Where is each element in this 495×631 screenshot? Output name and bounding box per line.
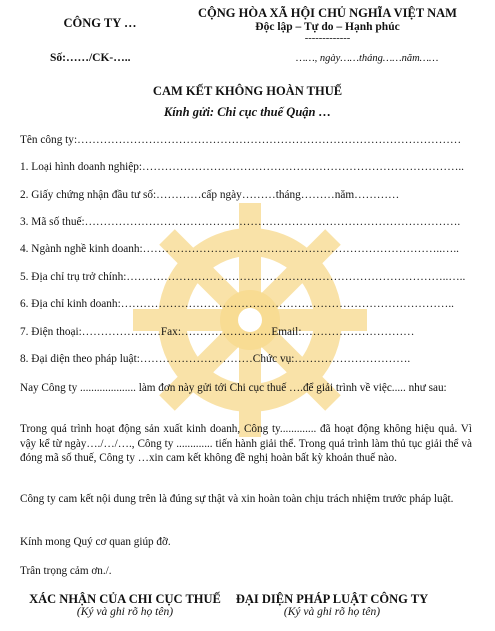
signature-tax-office-title: XÁC NHẬN CỦA CHI CỤC THUẾ <box>29 592 221 606</box>
signature-representative-title: ĐẠI DIỆN PHÁP LUẬT CÔNG TY <box>235 592 429 606</box>
field-company-name: Tên công ty:………………………………………………………………………………………… <box>20 134 462 146</box>
field-tax-code: 3. Mã số thuế:………………………………………………………………………………………. <box>20 216 461 228</box>
ship-wheel-icon <box>125 195 375 445</box>
motto: Độc lập – Tự do – Hạnh phúc <box>255 21 400 33</box>
field-investment-certificate: 2. Giấy chứng nhận đầu tư số:…………cấp ngày………tháng………năm………… <box>20 189 400 201</box>
field-business-address: 6. Địa chỉ kinh doanh:…………………………………………………………………………….. <box>20 298 454 310</box>
paragraph-explanation: Trong quá trình hoạt động sản xuất kinh doanh, Công ty............. đã hoạt động không hiệu quả. Vì vậy kể từ ngày…./…/…., Công ty ............. tiến hành giải thể. Trong quá trình làm thủ tục giải thể và đóng mã số thuế, Công ty …xin cam kết không đề nghị hoàn bất kỳ khoản thuế nào. <box>20 423 472 464</box>
document-date: ……, ngày……tháng……năm…… <box>296 53 439 64</box>
paragraph-request: Nay Công ty .................... làm đơn này gửi tới Chi cục thuế ….để giải trình về việc..... như sau: <box>20 382 447 394</box>
paragraph-request-help: Kính mong Quý cơ quan giúp đỡ. <box>20 536 171 548</box>
field-business-type: 1. Loại hình doanh nghiệp:………………………………………………………………………….. <box>20 161 465 173</box>
signature-tax-office-note: (Ký và ghi rõ họ tên) <box>76 606 174 618</box>
signature-representative-note: (Ký và ghi rõ họ tên) <box>283 606 381 618</box>
field-business-lines: 4. Ngành nghề kinh doanh:……………………………………………………………………..….. <box>20 243 459 255</box>
recipient-line: Kính gửi: Chi cục thuế Quận … <box>163 105 332 119</box>
field-legal-representative: 8. Đại diện theo pháp luật:…………………………Chức vụ:…………………………. <box>20 353 411 365</box>
country-name: CỘNG HÒA XÃ HỘI CHỦ NGHĨA VIỆT NAM <box>198 6 457 20</box>
paragraph-commitment: Công ty cam kết nội dung trên là đúng sự thật và xin hoàn toàn chịu trách nhiệm trước pháp luật. <box>20 493 454 505</box>
motto-rule: ------------- <box>304 33 351 44</box>
document-title: CAM KẾT KHÔNG HOÀN THUẾ <box>152 84 343 98</box>
paragraph-thanks: Trân trọng cảm ơn./. <box>20 565 112 577</box>
company-name: CÔNG TY … <box>63 16 137 30</box>
field-head-office: 5. Địa chỉ trụ trở chính:…………………………………………………………………………..….. <box>20 271 466 283</box>
document-number: Số:……/CK-….. <box>50 52 131 64</box>
field-contact: 7. Điện thoại:…………………Fax:……………………Email:………………………… <box>20 326 415 338</box>
